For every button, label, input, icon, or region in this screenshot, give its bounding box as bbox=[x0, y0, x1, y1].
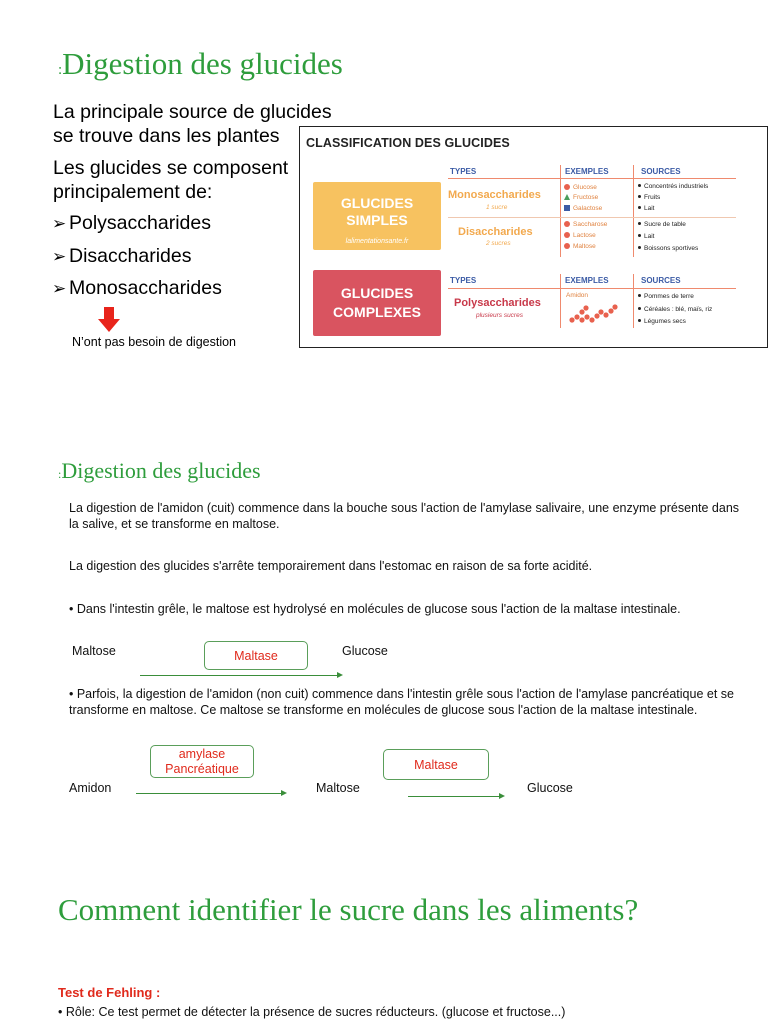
arrow-bullet-icon: ➢ bbox=[52, 279, 67, 298]
bullet-item: ➢ Disaccharides bbox=[52, 245, 192, 267]
divider bbox=[448, 178, 736, 179]
di-sub: 2 sucres bbox=[486, 240, 511, 247]
molecule-icon bbox=[564, 184, 570, 190]
divider bbox=[633, 274, 634, 328]
mono-type: Monosaccharides bbox=[448, 189, 541, 201]
source-item: Fruits bbox=[638, 192, 660, 204]
amidon-label: Amidon bbox=[69, 781, 112, 795]
molecule-icon bbox=[564, 194, 570, 200]
divider bbox=[560, 165, 561, 257]
fehling-heading: Test de Fehling : bbox=[58, 985, 161, 1000]
example-item: Lactose bbox=[564, 232, 596, 239]
paragraph-intestin: • Dans l'intestin grêle, le maltose est hydrolysé en molécules de glucose sous l'action de la maltase intestinale. bbox=[69, 602, 681, 616]
site-watermark: lalimentationsante.fr bbox=[345, 238, 409, 245]
arrow-head-icon bbox=[499, 793, 505, 799]
header-types: TYPES bbox=[450, 167, 477, 176]
source-item: Céréales : blé, maïs, riz bbox=[638, 304, 712, 316]
paragraph-estomac: La digestion des glucides s'arrête temporairement dans l'estomac en raison de sa forte acidité. bbox=[69, 559, 593, 573]
bullet-item: ➢ Polysaccharides bbox=[52, 212, 211, 234]
slide2-title: :Digestion des glucides bbox=[58, 458, 261, 483]
header-exemples: EXEMPLES bbox=[565, 276, 609, 285]
example-item: Saccharose bbox=[564, 221, 607, 228]
slide1-title: :Digestion des glucides bbox=[58, 46, 343, 81]
example-item: Maltose bbox=[564, 243, 596, 250]
paragraph-amidon-cuit: La digestion de l'amidon (cuit) commence dans la bouche sous l'action de l'amylase salivaire, une enzyme présente dans la salive, et se transforme en maltose. bbox=[69, 501, 740, 531]
example-item: Glucose bbox=[564, 184, 597, 191]
header-exemples: EXEMPLES bbox=[565, 167, 609, 176]
intro-line-2: se trouve dans les plantes bbox=[53, 125, 280, 147]
reaction-arrow bbox=[408, 796, 500, 797]
arrow-bullet-icon: ➢ bbox=[52, 214, 67, 233]
role-text: • Rôle: Ce test permet de détecter la présence de sucres réducteurs. (glucose et fructose...) bbox=[58, 1005, 566, 1019]
poly-type: Polysaccharides bbox=[454, 297, 541, 309]
header-types: TYPES bbox=[450, 276, 477, 285]
simple-carbs-box: GLUCIDES SIMPLES lalimentationsante.fr bbox=[313, 182, 441, 250]
no-digestion-note: N’ont pas besoin de digestion bbox=[72, 335, 237, 349]
classification-figure bbox=[299, 126, 768, 348]
bullet-item: ➢ Monosaccharides bbox=[52, 277, 222, 299]
source-item: Boissons sportives bbox=[638, 243, 698, 255]
paragraph-amidon-non-cuit: • Parfois, la digestion de l'amidon (non cuit) commence dans l'intestin grêle sous l'action de l'amylase pancréatique et se transforme en maltose. Ce maltose se transforme en molécules de glucose sous l'action de la maltase intestinale. bbox=[69, 687, 734, 717]
molecule-icon bbox=[564, 243, 570, 249]
example-item: Fructose bbox=[564, 194, 598, 201]
down-arrow-icon bbox=[96, 307, 122, 333]
di-type: Disaccharides bbox=[458, 226, 533, 238]
source-item: Sucre de table bbox=[638, 219, 686, 231]
source-item: Lait bbox=[638, 203, 654, 215]
complex-carbs-box: GLUCIDES COMPLEXES bbox=[313, 270, 441, 336]
maltose-label: Maltose bbox=[72, 644, 116, 658]
amylase-enzyme-box: amylase Pancréatique bbox=[150, 745, 254, 778]
arrow-head-icon bbox=[337, 672, 343, 678]
header-sources: SOURCES bbox=[641, 167, 681, 176]
classification-title: CLASSIFICATION DES GLUCIDES bbox=[306, 136, 510, 150]
reaction-arrow bbox=[136, 793, 282, 794]
divider bbox=[560, 274, 561, 328]
arrow-bullet-icon: ➢ bbox=[52, 247, 67, 266]
molecule-icon bbox=[564, 205, 570, 211]
header-sources: SOURCES bbox=[641, 276, 681, 285]
starch-chain-icon bbox=[568, 303, 620, 325]
molecule-icon bbox=[564, 232, 570, 238]
example-item: Galactose bbox=[564, 205, 602, 212]
divider bbox=[448, 217, 736, 218]
maltose-label: Maltose bbox=[316, 781, 360, 795]
intro-line-4: principalement de: bbox=[53, 181, 213, 203]
reaction-arrow bbox=[140, 675, 338, 676]
maltase-enzyme-box: Maltase bbox=[204, 641, 308, 670]
divider bbox=[633, 165, 634, 257]
glucose-label: Glucose bbox=[342, 644, 388, 658]
intro-line-1: La principale source de glucides bbox=[53, 101, 332, 123]
source-item: Pommes de terre bbox=[638, 291, 694, 303]
mono-sub: 1 sucre bbox=[486, 204, 508, 211]
intro-line-3: Les glucides se composent bbox=[53, 157, 289, 179]
divider bbox=[448, 288, 736, 289]
glucose-label: Glucose bbox=[527, 781, 573, 795]
arrow-head-icon bbox=[281, 790, 287, 796]
example-item: Amidon bbox=[566, 292, 589, 299]
poly-sub: plusieurs sucres bbox=[476, 312, 523, 319]
source-item: Concentrés industriels bbox=[638, 181, 708, 193]
source-item: Légumes secs bbox=[638, 316, 686, 328]
slide3-title: Comment identifier le sucre dans les aliments? bbox=[58, 892, 639, 927]
maltase-enzyme-box: Maltase bbox=[383, 749, 489, 780]
molecule-icon bbox=[564, 221, 570, 227]
source-item: Lait bbox=[638, 231, 654, 243]
